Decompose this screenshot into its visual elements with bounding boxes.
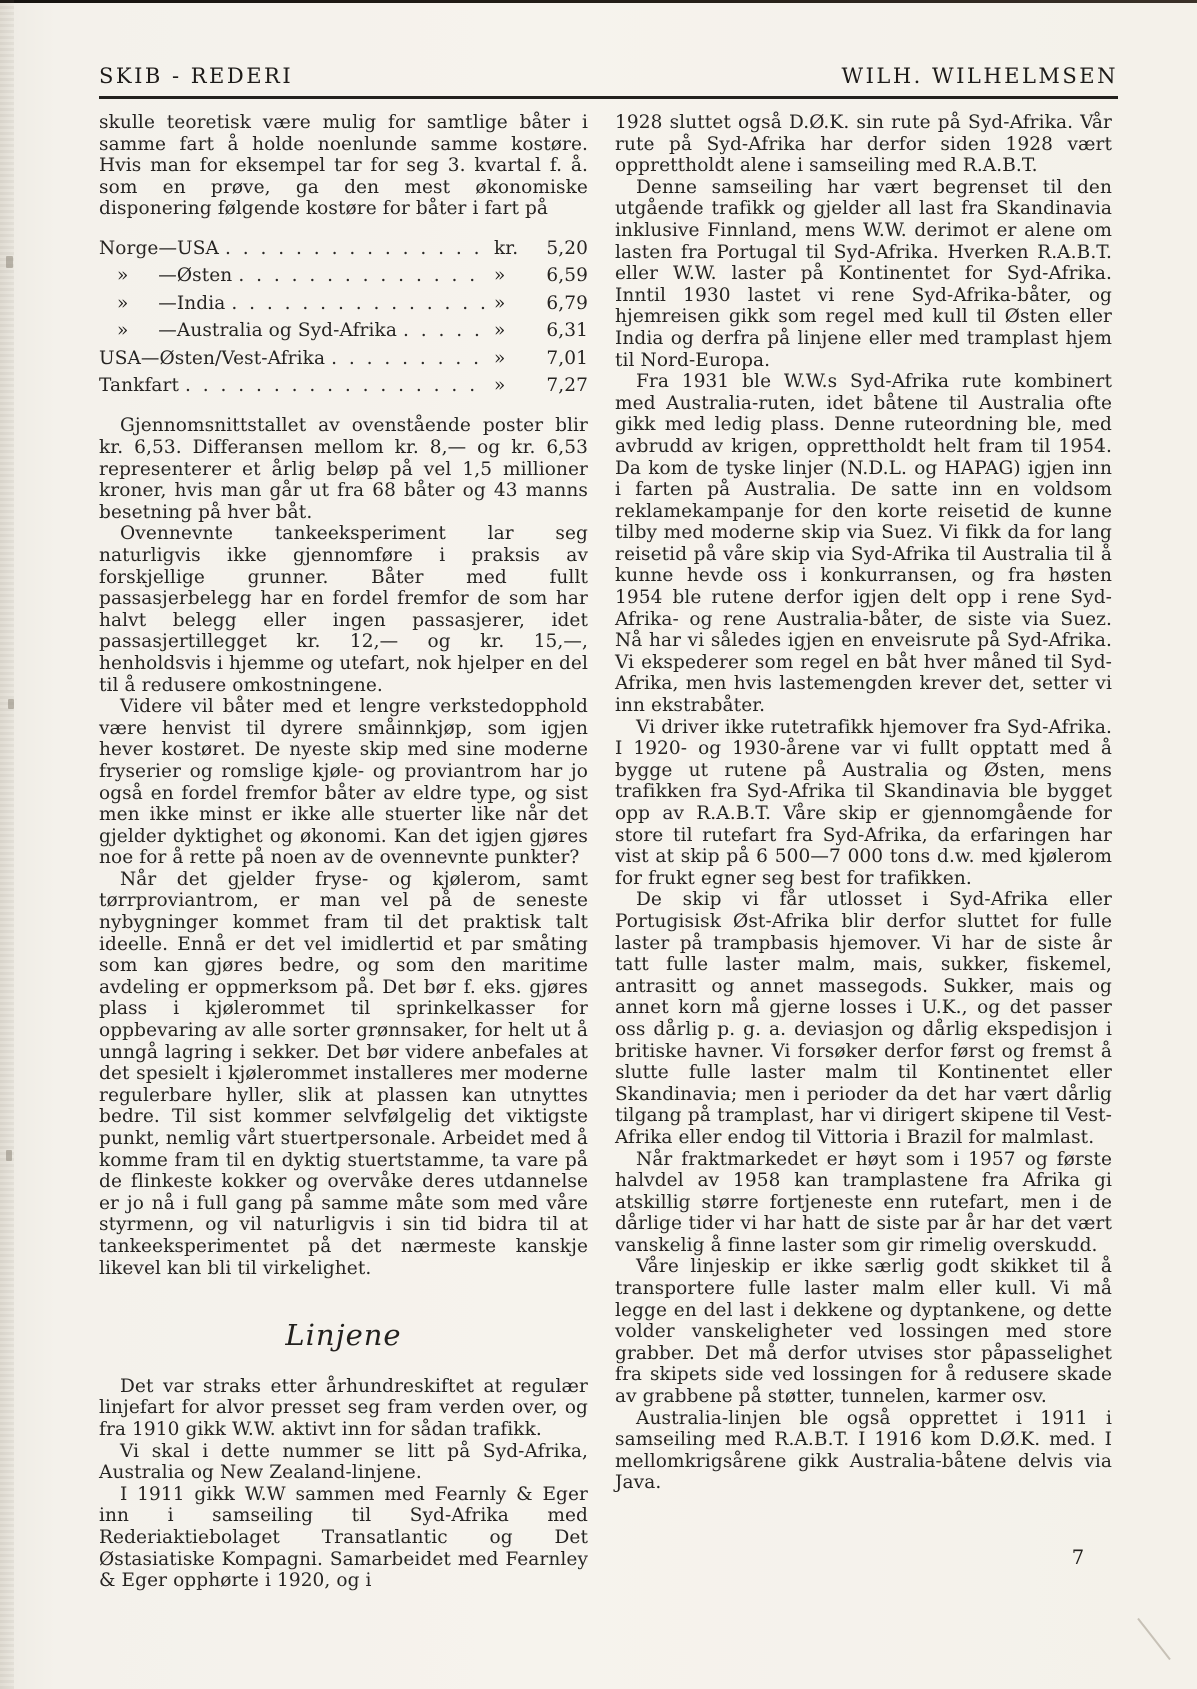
scan-speck <box>8 699 14 709</box>
rate-value: 7,01 <box>546 347 588 369</box>
rate-route-label: » —Australia og Syd-Afrika <box>99 320 397 342</box>
rate-row <box>99 345 588 372</box>
scan-edge-top <box>0 0 1197 3</box>
scan-speck <box>6 1150 12 1161</box>
page-number: 7 <box>1071 1546 1085 1569</box>
dot-leader <box>185 372 486 399</box>
rate-row <box>99 372 588 399</box>
freight-rate-table <box>99 235 588 399</box>
paragraph: Våre linjeskip er ikke særlig godt skikket til å transportere fulle laster malm eller kull. Vi må legge en del last i dekkene og dyptankene, og dette volder vanskeligheter ved lossingen med store grabber. Det må derfor utvises stor påpasselighet fra skipets side ved lossingen for å redusere skade av grabbene på støtter, tunnelen, karmer osv. <box>615 1256 1112 1408</box>
paragraph: Ovennevnte tankeeksperiment lar seg naturligvis ikke gjennomføre i praksis av forskjellige grunner. Båter med fullt passasjerbelegg har en fordel fremfor de som har halvt belegg eller ingen passasjerer, idet passasjertillegget kr. 12,— og kr. 15,—, henholdsvis i hjemme og utefart, nok hjelper en del til å redusere omkostningene. <box>99 523 588 696</box>
paragraph: Fra 1931 ble W.W.s Syd-Afrika rute kombinert med Australia-ruten, idet båtene til Australia ofte gikk med ledig plass. Denne ruteordning ble, med avbrudd av krigen, opprettholdt helt fram til 1954. Da kom de tyske linjer (N.D.L. og HAPAG) igjen inn i farten på Australia. De satte inn en voldsom reklamekampanje for den korte reisetid de kunne tilby med moderne skip via Suez. Vi fikk da for lang reisetid på våre skip via Syd-Afrika til Australia til å kunne hevde oss i konkurransen, og fra høsten 1954 ble rutene derfor igjen delt opp i rene Syd-Afrika- og rene Australia-båter, de siste via Suez. Nå har vi således igjen en enveisrute på Syd-Afrika. Vi ekspederer som regel en båt hver måned til Syd-Afrika, men hvis lastemengden krever det, setter vi inn ekstrabåter. <box>615 371 1112 717</box>
rate-currency: » <box>494 320 506 342</box>
paragraph: Videre vil båter med et lengre verkstedopphold være henvist til dyrere småinnkjøp, som igjen hever kostøret. De nyeste skip med sine moderne fryserier og romslige kjøle- og proviantrom har jo også en fordel fremfor båter av eldre type, og sist men ikke minst er ikke alle stuerter like når det gjelder dyktighet og økonomi. Kan det igjen gjøres noe for å rette på noen av de ovennevnte punkter? <box>99 696 588 869</box>
rate-row <box>99 317 588 344</box>
paragraph: skulle teoretisk være mulig for samtlige båter i samme fart å holde noenlunde samme kostøre. Hvis man for eksempel tar for seg 3. kvartal f. å. som en prøve, ga den mest økonomiske disponering følgende kostøre for båter i fart på <box>99 112 588 220</box>
rate-value: 7,27 <box>546 375 588 396</box>
left-column <box>99 112 588 1592</box>
rate-row <box>99 290 588 317</box>
rate-value: 6,59 <box>546 265 588 287</box>
rate-currency: » <box>494 347 506 369</box>
rate-route-label: » —Østen <box>99 265 233 287</box>
right-column <box>615 112 1112 1494</box>
rate-route-label: Norge—USA <box>99 237 219 259</box>
rate-route-label: » —India <box>99 292 226 314</box>
scan-edge-left <box>0 0 14 1689</box>
rate-value: 6,79 <box>546 292 588 314</box>
dot-leader <box>238 262 486 289</box>
rate-currency: kr. <box>494 237 519 259</box>
header-rule <box>99 96 1118 99</box>
paragraph: De skip vi får utlosset i Syd-Afrika eller Portugisisk Øst-Afrika blir derfor sluttet for fulle laster på trampbasis hjemover. Vi har de siste år tatt fulle laster malm, mais, sukker, fiskemel, antrasitt og annet massegods. Sukker, mais og annet korn må gjerne losses i U.K., og det passer oss dårlig p. g. a. deviasjon og dårlig ekspedisjon i britiske havner. Vi forsøker derfor først og fremst å slutte fulle laster malm til Kontinentet eller Skandinavia; men i perioder da det har vært dårlig tilgang på tramplast, har vi dirigert skipene til Vest-Afrika eller endog til Vittoria i Brazil for malmlast. <box>615 889 1112 1148</box>
paragraph: Denne samseiling har vært begrenset til den utgående trafikk og gjelder all last fra Skandinavia inklusive Finnland, mens W.W. derimot er alene om lasten fra Portugal til Syd-Afrika. Hverken R.A.B.T. eller W.W. laster på Kontinentet for Syd-Afrika. Inntil 1930 lastet vi rene Syd-Afrika-båter, og hjemreisen gikk som regel med kull til Østen eller India og derfra på linjene eller med tramplast hjem til Nord-Europa. <box>615 176 1112 371</box>
paragraph: Australia-linjen ble også opprettet i 1911 i samseiling med R.A.B.T. I 1916 kom D.Ø.K. med. I mellomkrigsårene gikk Australia-båtene delvis via Java. <box>615 1407 1112 1494</box>
paragraph: Det var straks etter århundreskiftet at regulær linjefart for alvor presset seg fram verden over, og fra 1910 gikk W.W. aktivt inn for sådan trafikk. <box>99 1375 588 1440</box>
paragraph: Vi driver ikke rutetrafikk hjemover fra Syd-Afrika. I 1920- og 1930-årene var vi fullt opptatt med å bygge ut rutene på Australia og Østen, mens trafikken fra Syd-Afrika til Skandinavia ble bygget opp av R.A.B.T. Våre skip er gjennomgående for store til rutefart fra Syd-Afrika, da erfaringen har vist at skip på 6 500—7 000 tons d.w. med kjølerom for frukt egner seg best for trafikken. <box>615 716 1112 889</box>
rate-row <box>99 235 588 262</box>
rate-route-label: USA—Østen/Vest-Afrika <box>99 347 326 369</box>
rate-currency: » <box>494 265 506 287</box>
dot-leader <box>403 317 486 344</box>
paragraph: Når det gjelder fryse- og kjølerom, samt tørrproviantrom, er man vel på de seneste nybygninger kommet fram til det praktisk talt ideelle. Ennå er det vel imidlertid et par småting som kan gjøres bedre, og som den maritime avdeling er oppmerksom på. Det bør f. eks. gjøres plass i kjølerommet til sprinkelkasser for oppbevaring av alle sorter grønnsaker, for helt ut å unngå lagring i sekker. Det bør videre anbefales at det spesielt i kjølerommet installeres mer moderne regulerbare hyller, slik at plassen kan utnyttes bedre. Til sist kommer selvfølgelig det viktigste punkt, nemlig vårt stuertpersonale. Arbeidet med å komme fram til en dyktig stuertstamme, ta vare på de flinkeste kokker og overvåke deres utdannelse er jo nå i full gang på samme måte som med våre styrmenn, og vil naturligvis i sin tid bidra til at tankeeksperimentet på det nærmeste kanskje likevel kan bli til virkelighet. <box>99 868 588 1279</box>
rate-row <box>99 262 588 289</box>
running-head <box>99 64 1118 88</box>
paragraph: Når fraktmarkedet er høyt som i 1957 og første halvdel av 1958 kan tramplastene fra Afrika gi atskillig større fortjeneste enn rutefart, men i de dårlige tider vi har hatt de siste par år har det vært vanskelig å finne laster som gir rimelig overskudd. <box>615 1148 1112 1256</box>
dot-leader <box>231 290 486 317</box>
paragraph: I 1911 gikk W.W sammen med Fearnly & Eger inn i samseiling til Syd-Afrika med Rederiaktiebolaget Transatlantic og Det Østasiatiske Kompagni. Samarbeidet med Fearnley & Eger opphørte i 1920, og i <box>99 1483 588 1592</box>
dot-leader <box>225 235 486 262</box>
paragraph: Gjennomsnittstallet av ovenstående poster blir kr. 6,53. Differansen mellom kr. 8,— og kr. 6,53 representerer et årlig beløp på vel 1,5 millioner kroner, hvis man går ut fra 68 båter og 43 manns besetning på hver båt. <box>99 415 588 523</box>
rate-currency: » <box>494 292 506 314</box>
section-heading: Linjene <box>285 1318 402 1353</box>
running-head-right: WILH. WILHELMSEN <box>841 64 1118 88</box>
scan-speck <box>6 256 13 268</box>
running-head-left: SKIB - REDERI <box>99 64 294 88</box>
dot-leader <box>331 345 486 372</box>
paragraph: 1928 sluttet også D.Ø.K. sin rute på Syd-Afrika. Vår rute på Syd-Afrika har derfor siden 1928 vært opprettholdt alene i samseiling med R.A.B.T. <box>615 112 1112 177</box>
paragraph: Vi skal i dette nummer se litt på Syd-Afrika, Australia og New Zealand-linjene. <box>99 1440 588 1484</box>
rate-currency: » <box>494 375 506 396</box>
rate-value: 6,31 <box>546 320 588 342</box>
scan-scratch <box>1137 1618 1171 1660</box>
rate-route-label: Tankfart <box>99 375 180 396</box>
rate-value: 5,20 <box>546 237 588 259</box>
